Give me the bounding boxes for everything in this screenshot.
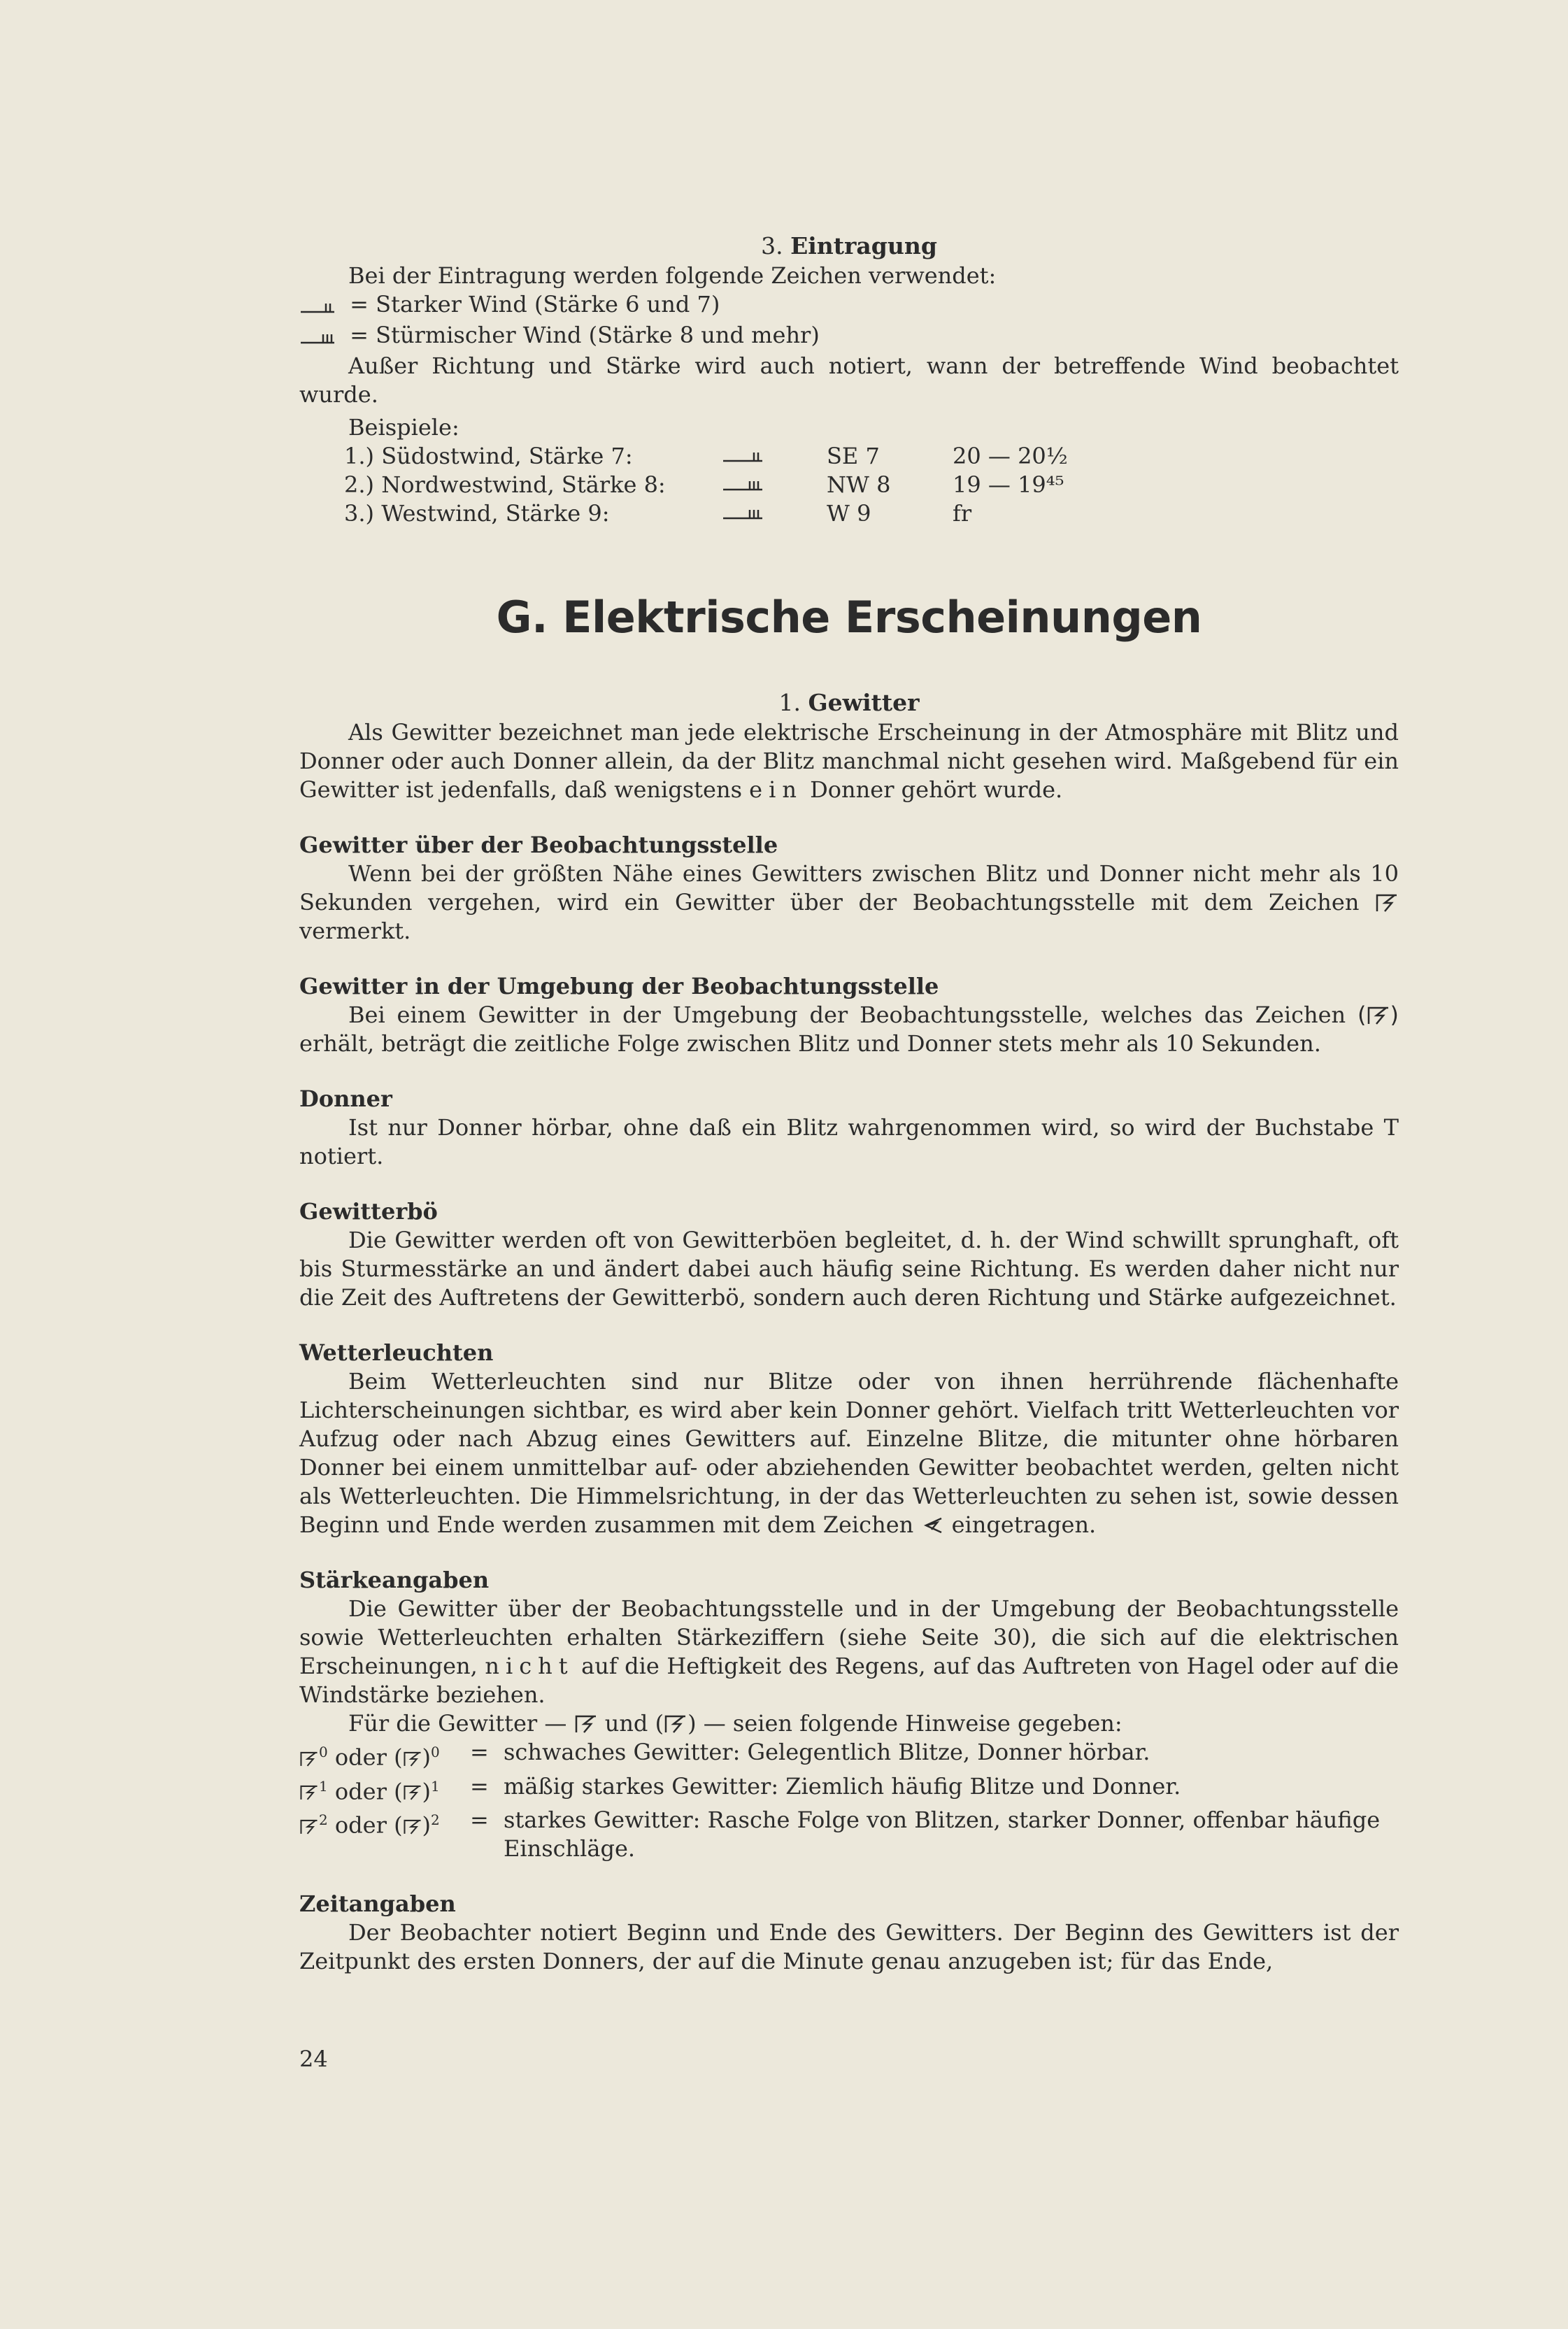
intensity-sup: 1: [431, 1777, 440, 1795]
wind-icon: [722, 499, 827, 528]
intensity-text: starkes Gewitter: Rasche Folge von Blitzen, starker Donner, offenbar häufige Einschläge.: [504, 1807, 1381, 1863]
intensity-sup: 0: [431, 1744, 440, 1760]
example-row: [299, 471, 1399, 499]
oder-text: oder: [334, 1744, 387, 1771]
thunderstorm-icon: [1375, 889, 1399, 916]
symbol-text: = Starker Wind (Stärke 6 und 7): [350, 291, 720, 318]
strong-wind-icon: [299, 292, 343, 321]
staerke-hint: [299, 1709, 1399, 1738]
paragraph-text: ) — seien folgende Hinweise gegeben:: [687, 1710, 1122, 1737]
intensity-row: [299, 1738, 1399, 1772]
thunderstorm-icon: [403, 1818, 422, 1835]
gewitterboe-paragraph: Die Gewitter werden oft von Gewitterböen begleitet, d. h. der Wind schwillt sprunghaft, oft bis Sturmesstärke an und ändert dabei auch häufig seine Richtung. Es werden daher nicht nur die Zeit des Auftretens der Gewitterbö, sondern auch deren Richtung und Stärke aufgezeichnet.: [299, 1227, 1399, 1311]
subheading-donner: Donner: [299, 1085, 392, 1112]
paragraph-text: Beim Wetterleuchten sind nur Blitze oder von ihnen herrührende flächenhafte Lichterscheinungen sichtbar, es wird aber kein Donner gehört. Vielfach tritt Wetterleuchten vor Aufzug oder nach Abzug eines Gewitters auf. Einzelne Blitze, die mitunter ohne hörbaren Donner bei einem unmittelbar auf- oder abziehenden Gewitter beobachtet werden, gelten nicht als Wetterleuchten. Die Himmelsrichtung, in der das Wetterleuchten zu sehen ist, sowie dessen Beginn und Ende werden zusammen mit dem Zeichen: [299, 1368, 1399, 1538]
section-title-text: Eintragung: [790, 232, 937, 259]
intensity-text: mäßig starkes Gewitter: Ziemlich häufig Blitze und Donner.: [504, 1772, 1181, 1800]
thunderstorm-icon: [403, 1751, 422, 1767]
paragraph-text: und (: [604, 1710, 664, 1737]
intensity-row: [299, 1806, 1399, 1863]
symbol-text: = Stürmischer Wind (Stärke 8 und mehr): [350, 322, 820, 348]
intensity-sup: 1: [319, 1777, 328, 1795]
intensity-symbols: $^0$ oder ( )$^0$: [299, 1738, 470, 1772]
symbol-row-strong: [299, 290, 1399, 321]
paragraph-text: Bei einem Gewitter in der Umgebung der Beobachtungsstelle, welches das Zeichen: [348, 1002, 1346, 1028]
intensity-symbols: $^1$ oder ( )$^1$: [299, 1772, 470, 1807]
symbol-row-storm: [299, 321, 1399, 352]
subheading-staerke: Stärkeangaben: [299, 1567, 490, 1593]
page-number: 24: [299, 2046, 328, 2072]
paragraph-text: Donner gehört wurde.: [810, 776, 1063, 803]
donner-paragraph: Ist nur Donner hörbar, ohne daß ein Blitz wahrgenommen wird, so wird der Buchstabe T notiert.: [299, 1114, 1399, 1169]
examples-label: Beispiele:: [348, 414, 459, 441]
equals-sign: =: [470, 1807, 489, 1834]
section-title-text: Gewitter: [808, 689, 920, 716]
subheading-wetterleuchten: Wetterleuchten: [299, 1339, 494, 1366]
thunderstorm-icon: [299, 1818, 319, 1835]
intensity-symbols: $^2$ oder ( )$^2$: [299, 1806, 470, 1863]
example-desc: 1.) Südostwind, Stärke 7:: [344, 443, 633, 469]
paragraph-text: Als Gewitter bezeichnet man jede elektrische Erscheinung in der Atmosphäre mit Blitz und Donner oder auch Donner allein, da der Blitz manchmal nicht gesehen wird. Maßgebend für ein Gewitter ist jedenfalls, daß wenigstens: [299, 719, 1399, 803]
section-number: 3.: [761, 232, 783, 259]
thunderstorm-icon: [299, 1751, 319, 1767]
sheet-lightning-icon: [920, 1511, 944, 1538]
intensity-sup: 0: [319, 1744, 328, 1760]
thunderstorm-distant-icon: ( ): [1357, 1002, 1399, 1028]
gewitter-paragraph: [299, 718, 1399, 804]
equals-sign: =: [470, 1739, 489, 1765]
subheading-zeit: Zeitangaben: [299, 1890, 456, 1918]
zeit-paragraph: Der Beobachter notiert Beginn und Ende des Gewitters. Der Beginn des Gewitters ist der Zeitpunkt des ersten Donners, der auf die Minute genau anzugeben ist; für das Ende,: [299, 1919, 1399, 1975]
example-desc: 3.) Westwind, Stärke 9:: [344, 500, 610, 527]
paragraph-text: vermerkt.: [299, 918, 411, 944]
ueber-paragraph: [299, 860, 1399, 946]
oder-text: oder: [334, 1778, 387, 1805]
section-title-eintragung: [299, 231, 1399, 262]
spaced-word: nicht: [485, 1653, 574, 1679]
paragraph-text: auf die Heftigkeit des Regens, auf das Auftreten von Hagel oder auf die Windstärke beziehen.: [299, 1653, 1399, 1708]
section-title-gewitter: [299, 688, 1399, 718]
intensity-text: schwaches Gewitter: Gelegentlich Blitze, Donner hörbar.: [504, 1739, 1150, 1765]
wind-icon: [722, 471, 827, 499]
example-row: [299, 499, 1399, 528]
example-desc: 2.) Nordwestwind, Stärke 8:: [344, 471, 666, 498]
intensity-sup: 2: [431, 1811, 440, 1829]
example-time: 19 — 19⁴⁵: [953, 471, 1064, 498]
paragraph-text: Die Gewitter über der Beobachtungsstelle und in der Umgebung der Beobachtungsstelle sowie Wetterleuchten erhalten Stärkeziffern (siehe Seite 30), die sich auf die elektrischen Erscheinungen,: [299, 1595, 1399, 1679]
example-dir: W 9: [827, 500, 871, 527]
thunderstorm-icon: [574, 1710, 598, 1737]
chapter-heading: G. Elektrische Erscheinungen: [496, 592, 1202, 643]
intensity-sup: 2: [319, 1811, 328, 1829]
wind-icon: [722, 442, 827, 471]
subheading-gewitterboe: Gewitterbö: [299, 1198, 438, 1225]
umgebung-paragraph: [299, 1001, 1399, 1058]
paragraph-text: Wenn bei der größten Nähe eines Gewitters zwischen Blitz und Donner nicht mehr als 10 Sekunden vergehen, wird ein Gewitter über der Beobachtungsstelle mit dem Zeichen: [299, 860, 1399, 916]
storm-wind-icon: [299, 323, 343, 352]
example-dir: SE 7: [827, 443, 880, 469]
example-time: fr: [953, 500, 972, 527]
thunderstorm-icon: [299, 1784, 319, 1801]
paragraph-text: Für die Gewitter —: [348, 1710, 567, 1737]
equals-sign: =: [470, 1772, 489, 1800]
subheading-ueber: Gewitter über der Beobachtungsstelle: [299, 832, 778, 858]
example-row: [299, 442, 1399, 471]
thunderstorm-icon: [403, 1784, 422, 1801]
example-dir: NW 8: [827, 471, 891, 498]
paragraph-text: erhält, beträgt die zeitliche Folge zwischen Blitz und Donner stets mehr als 10 Sekunden.: [299, 1030, 1321, 1057]
thunderstorm-icon: [664, 1710, 687, 1737]
oder-text: oder: [334, 1811, 387, 1839]
subheading-umgebung: Gewitter in der Umgebung der Beobachtungsstelle: [299, 973, 939, 999]
paragraph-text: eingetragen.: [951, 1511, 1097, 1538]
page-content: [299, 231, 1399, 1976]
example-time: 20 — 20½: [953, 443, 1068, 469]
eintragung-intro: Bei der Eintragung werden folgende Zeichen verwendet:: [348, 262, 997, 289]
intensity-row: [299, 1772, 1399, 1807]
wetterleuchten-paragraph: [299, 1367, 1399, 1539]
spaced-word: ein: [749, 776, 803, 803]
staerke-paragraph: [299, 1595, 1399, 1709]
eintragung-note: Außer Richtung und Stärke wird auch notiert, wann der betreffende Wind beobachtet wurde.: [299, 352, 1399, 408]
section-number: 1.: [778, 689, 801, 716]
